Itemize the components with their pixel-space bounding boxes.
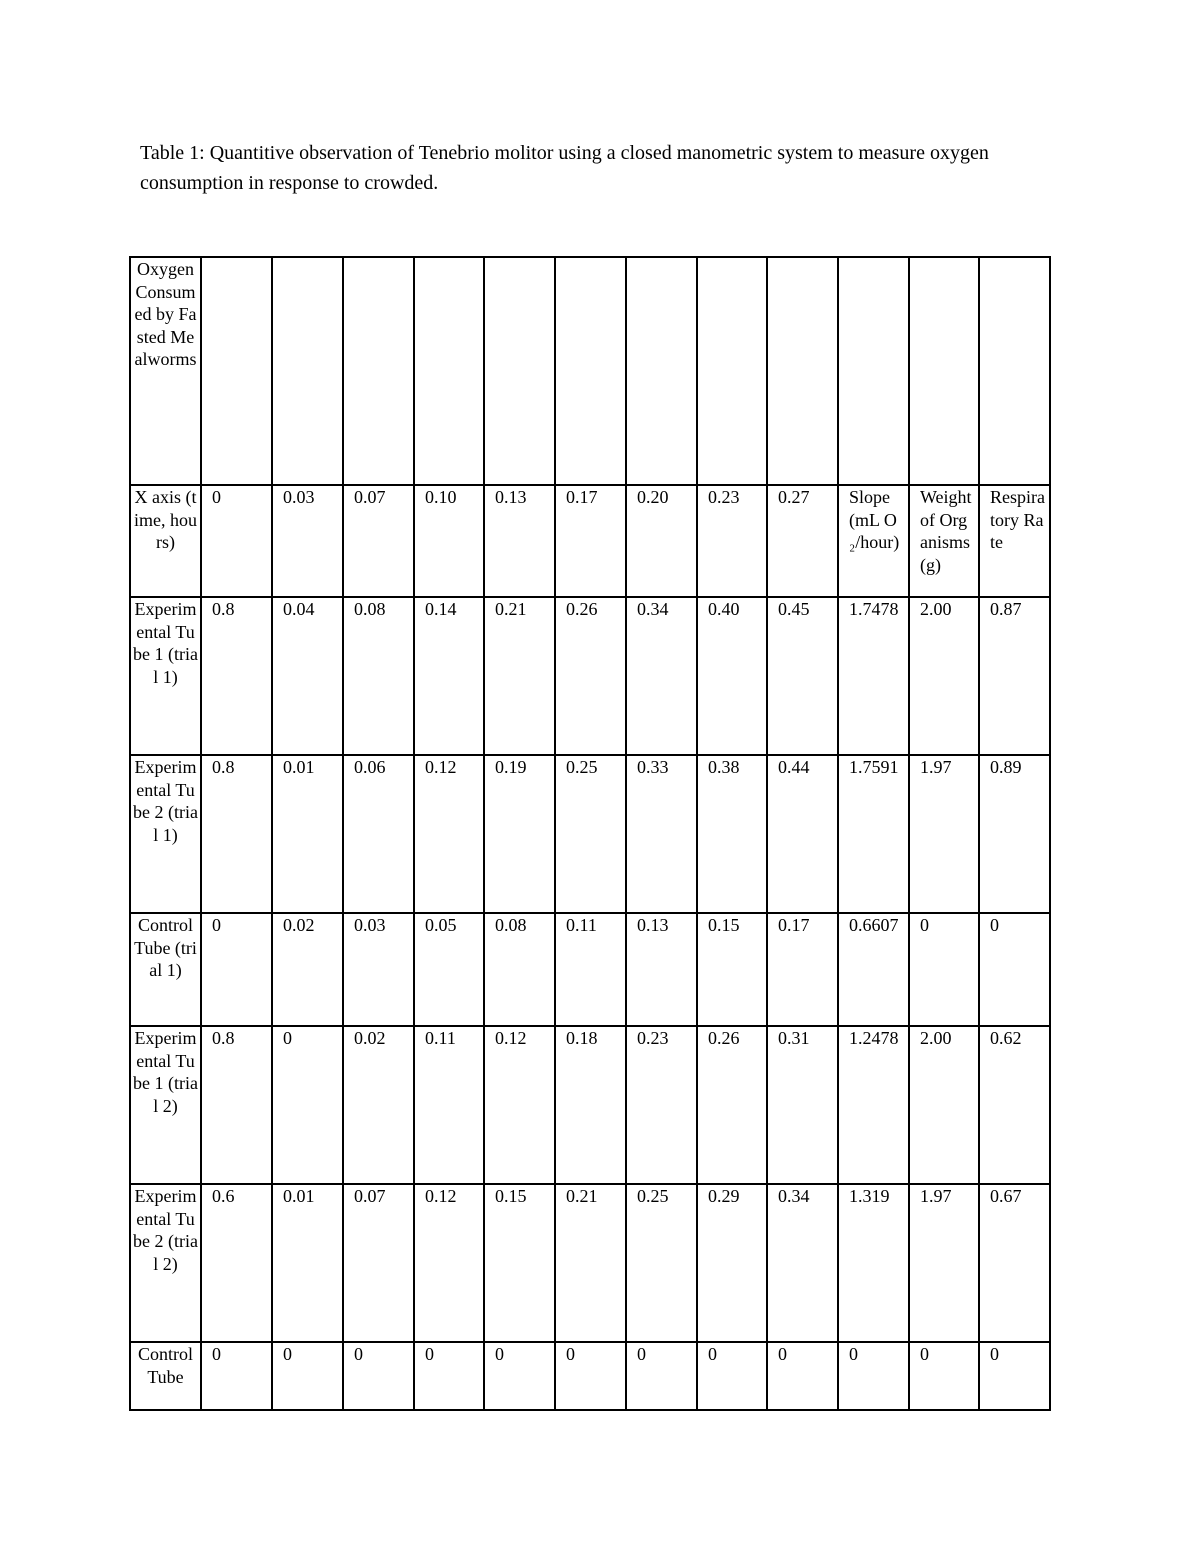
- table-cell: [979, 257, 1050, 485]
- oxygen-consumption-table: [129, 256, 1051, 1411]
- table-cell: 0.23: [626, 1026, 697, 1184]
- table-cell: 1.319: [838, 1184, 909, 1342]
- table-cell: 0.8: [201, 1026, 272, 1184]
- table-cell: 0.15: [484, 1184, 555, 1342]
- table-cell: 0.03: [272, 485, 343, 597]
- table-cell: 0.17: [767, 913, 838, 1026]
- table-cell: 0: [201, 913, 272, 1026]
- table-cell: Respiratory Rate: [979, 485, 1050, 597]
- table-cell: 0.12: [414, 755, 484, 913]
- table-cell: 0.12: [484, 1026, 555, 1184]
- table-cell: 0.17: [555, 485, 626, 597]
- table-cell: 0.07: [343, 485, 414, 597]
- table-cell: 1.7591: [838, 755, 909, 913]
- table-cell: [909, 257, 979, 485]
- table-cell: [697, 257, 767, 485]
- table-cell: 0.23: [697, 485, 767, 597]
- table-cell: 0.18: [555, 1026, 626, 1184]
- table-cell: 0.8: [201, 597, 272, 755]
- table-cell: 0.89: [979, 755, 1050, 913]
- table-row: [130, 485, 1050, 597]
- table-cell: 0: [555, 1342, 626, 1410]
- table-cell: [201, 257, 272, 485]
- table-row: [130, 597, 1050, 755]
- table-cell: 1.97: [909, 1184, 979, 1342]
- table-cell: Slope (mL O₂/hour): [838, 485, 909, 597]
- table-cell: 0: [697, 1342, 767, 1410]
- table-row: [130, 1026, 1050, 1184]
- row-label: Experimental Tube 2 (trial 2): [130, 1184, 201, 1342]
- table-cell: 0.12: [414, 1184, 484, 1342]
- table-cell: 0.34: [626, 597, 697, 755]
- table-cell: 0.01: [272, 1184, 343, 1342]
- table-cell: 0: [201, 485, 272, 597]
- table-cell: 0: [414, 1342, 484, 1410]
- table-cell: 0.08: [484, 913, 555, 1026]
- table-cell: 0.40: [697, 597, 767, 755]
- table-cell: 0.27: [767, 485, 838, 597]
- table-cell: 0.11: [414, 1026, 484, 1184]
- table-cell: 0: [909, 1342, 979, 1410]
- table-cell: 0.6607: [838, 913, 909, 1026]
- table-row: [130, 913, 1050, 1026]
- table-cell: 0.08: [343, 597, 414, 755]
- table-cell: 0.29: [697, 1184, 767, 1342]
- table-cell: 0.21: [555, 1184, 626, 1342]
- table-cell: 0.05: [414, 913, 484, 1026]
- table-cell: 0.8: [201, 755, 272, 913]
- table-cell: 0.31: [767, 1026, 838, 1184]
- table-cell: 1.97: [909, 755, 979, 913]
- table-cell: 0.26: [555, 597, 626, 755]
- table-cell: 0: [767, 1342, 838, 1410]
- table-cell: 0.44: [767, 755, 838, 913]
- table-cell: 0.15: [697, 913, 767, 1026]
- table-cell: 0.33: [626, 755, 697, 913]
- table-cell: 0.45: [767, 597, 838, 755]
- table-cell: 0.13: [484, 485, 555, 597]
- table-cell: 1.7478: [838, 597, 909, 755]
- table-cell: 0.04: [272, 597, 343, 755]
- table-cell: 0.62: [979, 1026, 1050, 1184]
- table-cell: 0.25: [626, 1184, 697, 1342]
- table-cell: 0.6: [201, 1184, 272, 1342]
- row-label: Oxygen Consumed by Fasted Mealworms: [130, 257, 201, 485]
- table-cell: [626, 257, 697, 485]
- table-cell: [343, 257, 414, 485]
- table-cell: 0.07: [343, 1184, 414, 1342]
- table-cell: 0: [272, 1342, 343, 1410]
- table-row: [130, 257, 1050, 485]
- table-cell: 0.19: [484, 755, 555, 913]
- table-cell: 0: [979, 1342, 1050, 1410]
- row-label: Control Tube: [130, 1342, 201, 1410]
- table-cell: 0.21: [484, 597, 555, 755]
- row-label: Experimental Tube 2 (trial 1): [130, 755, 201, 913]
- table-cell: [555, 257, 626, 485]
- row-label: Control Tube (trial 1): [130, 913, 201, 1026]
- table-cell: 0.10: [414, 485, 484, 597]
- table-cell: 0.11: [555, 913, 626, 1026]
- table-cell: 0.02: [343, 1026, 414, 1184]
- row-label: X axis (time, hours): [130, 485, 201, 597]
- table-cell: 2.00: [909, 1026, 979, 1184]
- table-cell: 0: [272, 1026, 343, 1184]
- table-cell: 0: [909, 913, 979, 1026]
- table-cell: 0.20: [626, 485, 697, 597]
- table-cell: 0: [626, 1342, 697, 1410]
- table-cell: 0.38: [697, 755, 767, 913]
- table-cell: 0: [201, 1342, 272, 1410]
- table-cell: [484, 257, 555, 485]
- table-row: [130, 1342, 1050, 1410]
- table-cell: [767, 257, 838, 485]
- table-cell: [838, 257, 909, 485]
- table-cell: 0.01: [272, 755, 343, 913]
- table-cell: 0.02: [272, 913, 343, 1026]
- table-cell: 0: [484, 1342, 555, 1410]
- table-cell: 1.2478: [838, 1026, 909, 1184]
- table-cell: 0: [838, 1342, 909, 1410]
- row-label: Experimental Tube 1 (trial 1): [130, 597, 201, 755]
- table-cell: 0.87: [979, 597, 1050, 755]
- table-cell: 0: [343, 1342, 414, 1410]
- table-cell: 0.34: [767, 1184, 838, 1342]
- table-cell: 0.67: [979, 1184, 1050, 1342]
- table-cell: 0: [979, 913, 1050, 1026]
- table-cell: [272, 257, 343, 485]
- table-cell: 0.06: [343, 755, 414, 913]
- table-cell: 0.26: [697, 1026, 767, 1184]
- table-cell: 2.00: [909, 597, 979, 755]
- table-row: [130, 1184, 1050, 1342]
- table-row: [130, 755, 1050, 913]
- table-cell: 0.14: [414, 597, 484, 755]
- table-cell: 0.13: [626, 913, 697, 1026]
- table-cell: Weight of Organisms (g): [909, 485, 979, 597]
- row-label: Experimental Tube 1 (trial 2): [130, 1026, 201, 1184]
- table-caption: Table 1: Quantitive observation of Tenebrio molitor using a closed manometric system to measure oxygen consumption in response to crowded.: [140, 142, 989, 194]
- table-cell: 0.25: [555, 755, 626, 913]
- table-cell: 0.03: [343, 913, 414, 1026]
- table-cell: [414, 257, 484, 485]
